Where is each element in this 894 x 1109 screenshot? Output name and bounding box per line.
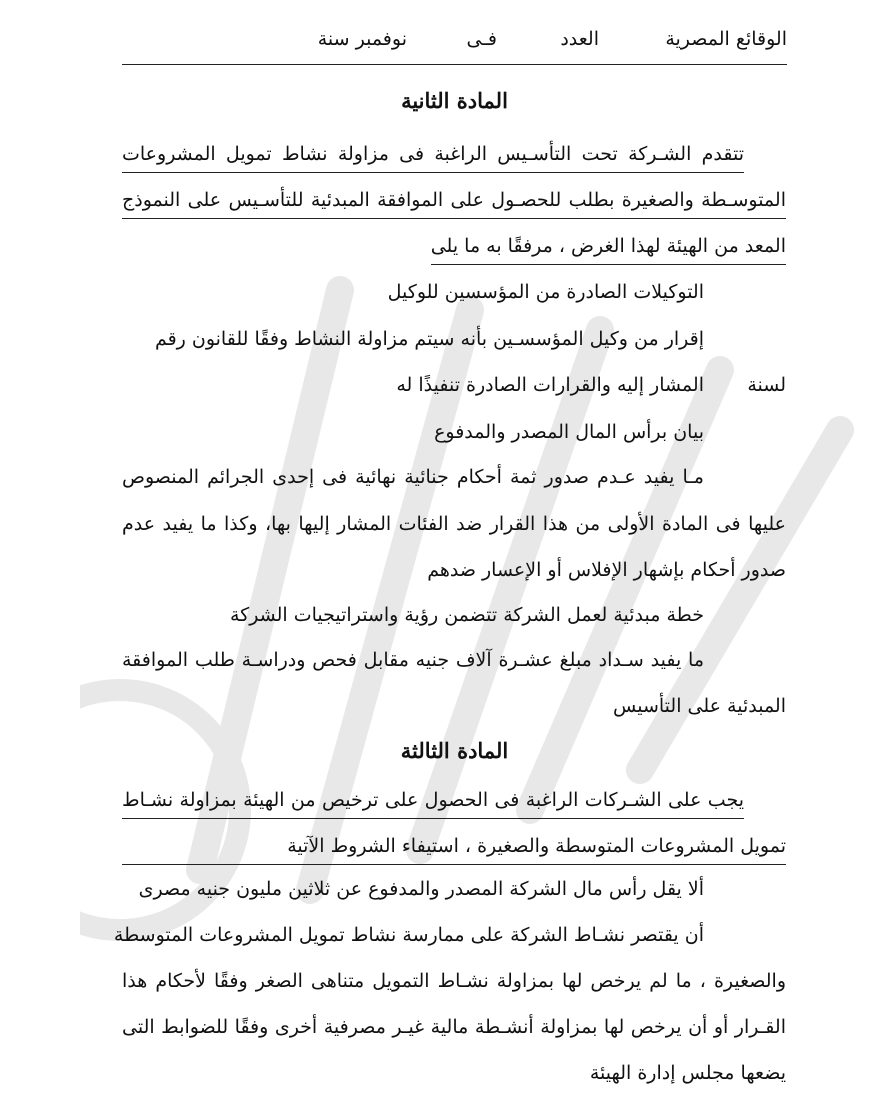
article-2-item-1: التوكيلات الصادرة من المؤسسين للوكيل xyxy=(387,281,704,303)
article-2-intro-line-2: المتوسـطة والصغيرة بطلب للحصـول على الموافقة المبدئية للتأسـيس على النموذج xyxy=(122,186,786,219)
article-2-item-6-line-2: المبدئية على التأسيس xyxy=(613,695,786,717)
article-3-intro-line-2: تمويل المشروعات المتوسطة والصغيرة ، استيفاء الشروط الآتية xyxy=(122,832,786,865)
article-3-item-2-line-2: والصغيرة ، ما لم يرخص لها بمزاولة نشـاط التمويل متناهى الصغر وفقًا لأحكام هذا xyxy=(122,970,786,992)
article-3-item-1: ألا يقل رأس مال الشركة المصدر والمدفوع عن ثلاثين مليون جنيه مصرى xyxy=(138,878,704,900)
article-2-item-4-line-2: عليها فى المادة الأولى من هذا القرار ضد الفئات المشار إليها بها، وكذا ما يفيد عدم xyxy=(122,513,786,535)
article-2-item-2-rest: المشار إليه والقرارات الصادرة تنفيذًا له xyxy=(396,374,704,396)
article-2-item-4-line-3: صدور أحكام بإشهار الإفلاس أو الإعسار ضدهم xyxy=(427,559,786,581)
header-issue-label: العدد xyxy=(560,28,599,50)
article-3-item-2-line-3: القـرار أو أن يرخص لها بمزاولة أنشـطة مالية غيـر مصرفية أخرى وفقًا للضوابط التى xyxy=(122,1016,786,1038)
article-2-title: المادة الثانية xyxy=(401,88,508,113)
article-2-item-4-line-1: مـا يفيد عـدم صدور ثمة أحكام جنائية نهائية فى إحدى الجرائم المنصوص xyxy=(122,466,704,488)
article-3-title: المادة الثالثة xyxy=(400,738,509,763)
header-publication: الوقائع المصرية xyxy=(665,28,787,50)
article-2-item-2-year: لسنة xyxy=(747,374,786,396)
article-2-item-5: خطة مبدئية لعمل الشركة تتضمن رؤية واستراتيجيات الشركة xyxy=(229,604,704,626)
article-2-item-2: إقرار من وكيل المؤسسـين بأنه سيتم مزاولة النشاط وفقًا للقانون رقم xyxy=(154,328,704,350)
article-3-item-2-line-1: أن يقتصر نشـاط الشركة على ممارسة نشاط تمويل المشروعات المتوسطة xyxy=(113,924,704,946)
header-date-label: نوفمبر سنة xyxy=(317,28,407,50)
article-2-item-6-line-1: ما يفيد سـداد مبلغ عشـرة آلاف جنيه مقابل فحص ودراسـة طلب الموافقة xyxy=(122,649,704,671)
article-2-item-3: بيان برأس المال المصدر والمدفوع xyxy=(434,421,704,443)
article-2-intro-line-1: تتقدم الشـركة تحت التأسـيس الراغبة فى مزاولة نشاط تمويل المشروعات xyxy=(122,140,744,173)
article-2-intro-line-3: المعد من الهيئة لهذا الغرض ، مرفقًا به ما يلى xyxy=(431,232,786,265)
header-rule xyxy=(122,64,787,65)
article-3-item-2-line-4: يضعها مجلس إدارة الهيئة xyxy=(589,1062,786,1084)
article-3-intro-line-1: يجب على الشـركات الراغبة فى الحصول على ترخيص من الهيئة بمزاولة نشـاط xyxy=(122,786,744,819)
header-in-label: فـى xyxy=(466,28,497,50)
page-header xyxy=(122,24,787,60)
